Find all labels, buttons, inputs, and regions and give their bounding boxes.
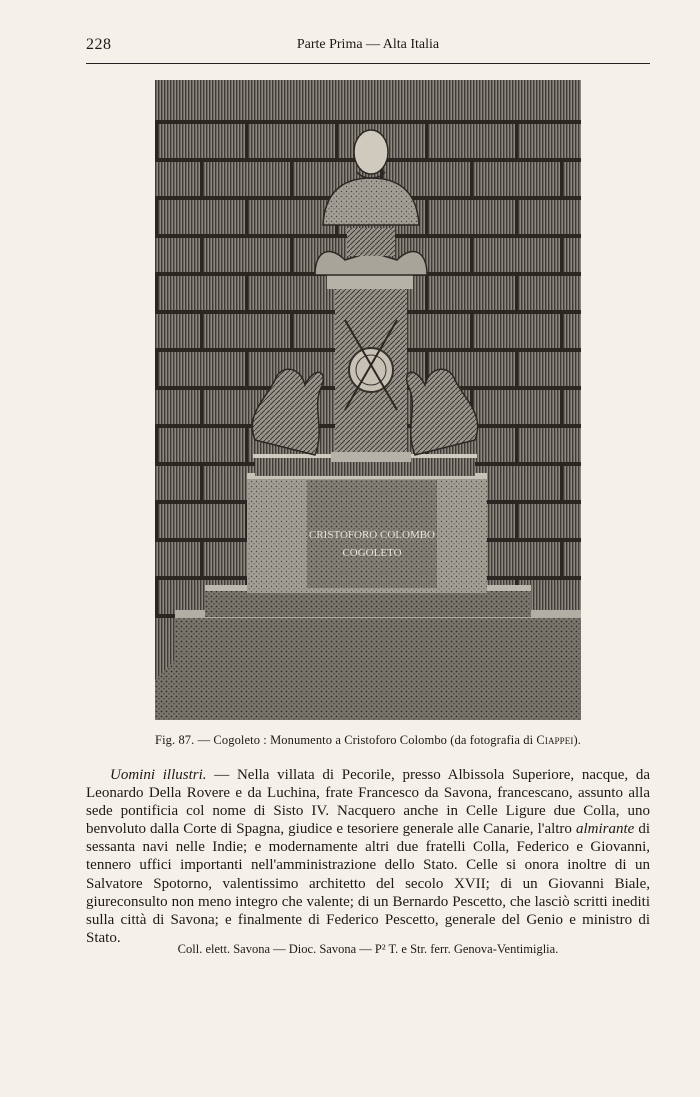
section-lead: Uomini illustri.	[110, 767, 207, 783]
page-header	[86, 36, 650, 58]
wall-joint	[245, 424, 248, 462]
administrative-note: Coll. elett. Savona — Dioc. Savona — P² T. e Str. ferr. Genova-Ventimiglia.	[177, 942, 559, 956]
caption-credit: Ciappei	[536, 733, 574, 747]
figure-caption	[86, 733, 650, 748]
emphasized-word: almirante	[575, 821, 635, 838]
wall-joint	[155, 272, 158, 310]
body-paragraph	[86, 766, 650, 947]
paragraph-part-1: — Nella villata di Pecorile, presso Albissola Superiore, nacque, da Leonardo Della Rovere e da Luchina, frate Francesco da Savona, francescano, assunto alla sede pontificia col nome di Sisto IV. Nacquero anche in Celle Ligure due Colla, uno benvoluto dalla Corte di Spagna, giudice e tesoriere generale alle Canarie, l'altro	[86, 767, 650, 838]
wall-joint	[245, 120, 248, 158]
wall-joint	[290, 310, 293, 348]
paragraph	[86, 766, 650, 947]
wall-joint	[560, 462, 563, 500]
wall-joint	[515, 120, 518, 158]
wall-joint	[245, 272, 248, 310]
wall-joint	[515, 424, 518, 462]
wall-joint	[425, 120, 428, 158]
wall-joint	[470, 234, 473, 272]
wall-joint	[560, 538, 563, 576]
wall-joint	[290, 158, 293, 196]
wall-joint	[335, 120, 338, 158]
wall-joint	[155, 196, 158, 234]
wall-joint	[560, 310, 563, 348]
wall-joint	[290, 234, 293, 272]
wall-joint	[200, 462, 203, 500]
wall-joint	[200, 234, 203, 272]
wall-joint	[155, 348, 158, 386]
page-number: 228	[86, 36, 112, 53]
pedestal-inscription-top: CRISTOFORO COLOMBO	[308, 529, 436, 541]
header-rule	[86, 63, 650, 64]
pedestal-inscription-bottom: COGOLETO	[342, 547, 402, 559]
wall-joint	[155, 424, 158, 462]
caption-end: ).	[573, 733, 581, 747]
wall-joint	[155, 576, 158, 614]
engraving-illustration	[155, 80, 581, 720]
wall-joint	[425, 272, 428, 310]
wall-joint	[515, 272, 518, 310]
wall-joint	[155, 120, 158, 158]
wall-joint	[470, 310, 473, 348]
wall-joint	[155, 500, 158, 538]
wall-joint	[515, 500, 518, 538]
caption-text: Fig. 87. — Cogoleto : Monumento a Cristoforo Colombo (da fotografia di	[155, 733, 537, 747]
wall-joint	[200, 386, 203, 424]
wall-joint	[200, 310, 203, 348]
monument-engraving	[155, 80, 581, 720]
wall-joint	[515, 348, 518, 386]
wall-joint	[200, 158, 203, 196]
wall-joint	[245, 196, 248, 234]
paragraph-part-2: di sessanta navi nelle Indie; e modernamente altri due fratelli Colla, Federico e Giovanni, tennero uffici importanti nell'amministrazione dello Stato. Celle si onora inoltre di un Salvatore Spotorno, valentissimo architetto del secolo XVII; di un Giovanni Biale, giureconsulto non meno integro che valente; di un Bernardo Pescetto, che lasciò scritti inediti sulla città di Savona; e finalmente di Federico Pescetto, generale del Genio e ministro di Stato.	[86, 821, 651, 946]
wall-joint	[515, 196, 518, 234]
wall-joint	[245, 348, 248, 386]
wall-joint	[560, 234, 563, 272]
wall-joint	[470, 158, 473, 196]
wall-joint	[560, 386, 563, 424]
wall-joint	[560, 158, 563, 196]
wall-joint	[200, 538, 203, 576]
running-title: Parte Prima — Alta Italia	[296, 37, 440, 52]
wall-joint	[425, 196, 428, 234]
